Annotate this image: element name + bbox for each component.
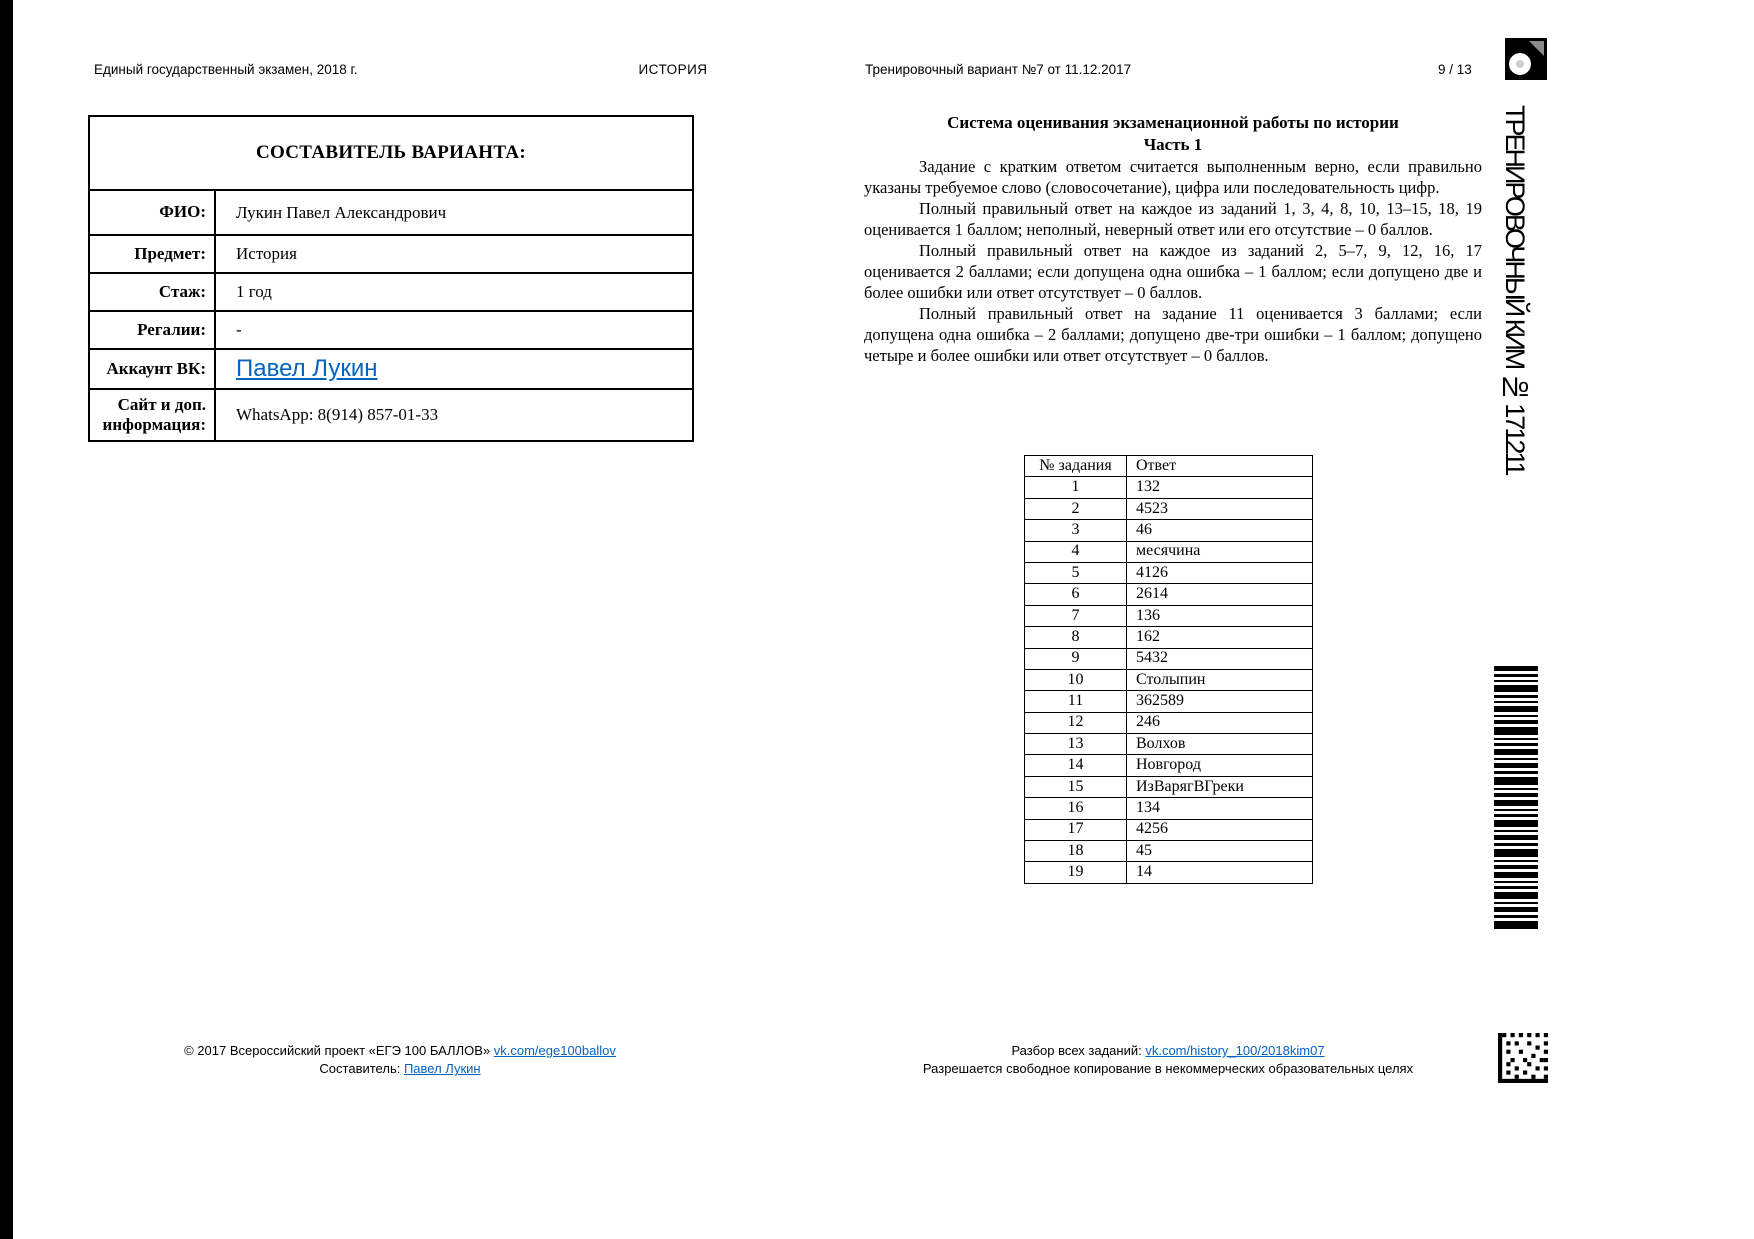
answer-value: 136 [1127,605,1313,626]
answer-task-number: 5 [1025,562,1127,583]
header-page-number: 9 / 13 [1438,62,1472,77]
author-row-value-cell [215,273,693,311]
answer-task-number: 17 [1025,819,1127,840]
author-row-value: - [236,320,242,339]
footer-author-link[interactable]: Павел Лукин [403,1061,481,1077]
scoring-paragraph: Полный правильный ответ на каждое из заданий 1, 3, 4, 8, 10, 13–15, 18, 19 оценивается 1 баллом; неполный, неверный ответ или его отсутствие – 0 баллов. [864,198,1482,239]
author-row-label: Предмет: [89,235,215,273]
answer-task-number: 13 [1025,734,1127,755]
answer-value: ИзВарягВГреки [1127,776,1313,797]
answer-row [1025,541,1313,562]
footer-copyright-line [182,1042,618,1060]
answer-row [1025,712,1313,733]
answer-row [1025,627,1313,648]
answer-value: 46 [1127,520,1313,541]
answer-task-number: 3 [1025,520,1127,541]
author-row [89,273,693,311]
author-table-body [89,190,693,441]
author-row-value-cell [215,349,693,389]
answer-task-number: 12 [1025,712,1127,733]
answer-value: Столыпин [1127,669,1313,690]
answer-row [1025,520,1313,541]
author-table-title-row [89,116,693,190]
answer-value: 5432 [1127,648,1313,669]
scoring-subtitle: Часть 1 [1143,134,1203,154]
answer-task-number: 6 [1025,584,1127,605]
qr-code [1498,1033,1548,1083]
footer-solutions-text: Разбор всех заданий: [1011,1043,1146,1058]
answer-task-number: 16 [1025,798,1127,819]
answer-value: Волхов [1127,734,1313,755]
author-row-label: Аккаунт ВК: [89,349,215,389]
author-row-value-cell [215,311,693,349]
footer-copyright-text: © 2017 Всероссийский проект «ЕГЭ 100 БАЛЛОВ» [184,1043,494,1058]
author-row-label: ФИО: [89,190,215,235]
answer-task-number: 8 [1025,627,1127,648]
footer-left [182,1042,618,1078]
answer-task-number: 10 [1025,669,1127,690]
answer-task-number: 14 [1025,755,1127,776]
author-row-label: Стаж: [89,273,215,311]
answer-row [1025,734,1313,755]
answer-value: Новгород [1127,755,1313,776]
answer-value: 45 [1127,841,1313,862]
kim-vertical-label: ТРЕНИРОВОЧНЫЙ КИМ № 171211 [1500,105,1530,474]
footer-author-line [182,1060,618,1078]
answer-value: 14 [1127,862,1313,883]
author-row [89,389,693,441]
author-row [89,349,693,389]
answer-value: 4126 [1127,562,1313,583]
answer-row [1025,691,1313,712]
footer-project-link[interactable]: vk.com/ege100ballov [493,1043,616,1058]
answer-value: 362589 [1127,691,1313,712]
answer-task-number: 7 [1025,605,1127,626]
author-row-value: 1 год [236,282,272,301]
scoring-paragraph: Полный правильный ответ на каждое из заданий 2, 5–7, 9, 12, 16, 17 оценивается 2 баллами; если допущена одна ошибка – 1 баллом; если допущено две и более ошибки или ответ отсутствует – 0 баллов. [864,240,1482,303]
header-variant: Тренировочный вариант №7 от 11.12.2017 [865,62,1132,77]
answer-row [1025,669,1313,690]
author-row-value-cell [215,389,693,441]
answer-task-number: 4 [1025,541,1127,562]
author-row-value-cell [215,190,693,235]
author-row-label: Регалии: [89,311,215,349]
answers-table [1024,455,1313,884]
header-exam-title: Единый государственный экзамен, 2018 г. [94,62,358,77]
answer-task-number: 19 [1025,862,1127,883]
answers-table-body [1025,477,1313,883]
author-row-label: Сайт и доп. информация: [89,389,215,441]
answer-row [1025,862,1313,883]
answer-row [1025,477,1313,498]
answer-value: 246 [1127,712,1313,733]
author-row-value: WhatsApp: 8(914) 857-01-33 [236,405,439,425]
answer-task-number: 18 [1025,841,1127,862]
answer-row [1025,605,1313,626]
publisher-logo-icon [1505,38,1547,80]
barcode [1494,666,1538,932]
answer-value: 4256 [1127,819,1313,840]
scoring-paragraph: Полный правильный ответ на задание 11 оценивается 3 баллами; если допущена одна ошибка – 2 баллами; допущено две-три ошибки – 1 баллом; допущено четыре и более ошибки или ответ отсутствует – 0 баллов. [864,304,1482,366]
answer-task-number: 1 [1025,477,1127,498]
vk-account-link[interactable]: Павел Лукин [236,355,378,382]
footer-license-text: Разрешается свободное копирование в некоммерческих образовательных целях [922,1061,1414,1077]
answers-col-task-header: № задания [1025,456,1127,477]
answers-header-row [1025,456,1313,477]
footer-author-text: Составитель: [319,1061,404,1077]
answer-row [1025,798,1313,819]
author-table-title: СОСТАВИТЕЛЬ ВАРИАНТА: [89,116,693,190]
scoring-paragraphs [864,156,1482,367]
answer-row [1025,648,1313,669]
header-subject: ИСТОРИЯ [638,62,708,77]
answer-value: месячина [1127,541,1313,562]
author-row-value: Лукин Павел Александрович [236,202,447,222]
footer-solutions-link[interactable]: vk.com/history_100/2018kim07 [1145,1043,1325,1058]
answer-row [1025,498,1313,519]
scoring-paragraph: Задание с кратким ответом считается выполненным верно, если правильно указаны требуемое слово (словосочетание), цифра или последовательность цифр. [864,156,1482,197]
page-edge-strip [0,0,13,1239]
answer-value: 2614 [1127,584,1313,605]
answers-col-answer-header: Ответ [1127,456,1313,477]
answer-task-number: 9 [1025,648,1127,669]
answer-value: 134 [1127,798,1313,819]
answer-row [1025,776,1313,797]
answer-task-number: 11 [1025,691,1127,712]
answer-value: 4523 [1127,498,1313,519]
scoring-section [864,112,1482,367]
author-row [89,311,693,349]
footer-solutions-line [918,1042,1418,1060]
footer-right [918,1042,1418,1078]
author-table [88,115,694,442]
answer-value: 162 [1127,627,1313,648]
author-row-value: История [236,244,297,263]
author-row-value-cell [215,235,693,273]
author-row [89,235,693,273]
answer-task-number: 15 [1025,776,1127,797]
author-row [89,190,693,235]
answer-row [1025,841,1313,862]
scoring-title: Система оценивания экзаменационной работы по истории [947,113,1399,132]
answer-row [1025,755,1313,776]
answer-row [1025,819,1313,840]
answer-task-number: 2 [1025,498,1127,519]
answer-row [1025,562,1313,583]
answer-row [1025,584,1313,605]
answer-value: 132 [1127,477,1313,498]
